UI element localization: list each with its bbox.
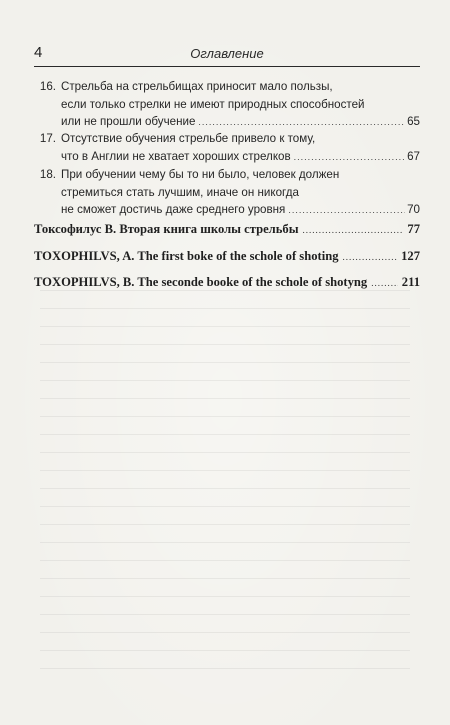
entry-last-line [34,113,420,132]
entry-number: 16. [39,80,56,93]
entry-line: Стрельба на стрельбищах приносит мало пользы, [61,80,333,93]
entry-last-line [34,148,420,167]
entry-page: 70 [407,203,420,216]
toc-entry-16 [34,78,420,132]
entry-line: Отсутствие обучения стрельбе привело к тому, [61,132,316,145]
section-title: TOXOPHILVS, B. The seconde booke of the schole of shotyng [34,275,368,289]
section-page: 211 [401,275,420,289]
show-through-texture [40,290,410,705]
entry-last-line [34,201,420,220]
dot-leader [343,248,398,266]
page-number: 4 [34,44,43,61]
dot-leader [303,221,404,239]
running-head: Оглавление [190,46,264,61]
entry-line: стремиться стать лучшим, иначе он никогда [61,185,299,199]
entry-line: что в Англии не хватает хороших стрелков [61,149,291,163]
entry-number: 17. [39,132,56,145]
section-title: Токсофилус В. Вторая книга школы стрельбы [34,222,299,236]
dot-leader [198,114,405,132]
page-header [34,44,420,67]
section-title: TOXOPHILVS, A. The first boke of the schole of shoting [34,249,339,263]
entry-line: При обучении чему бы то ни было, человек должен [61,168,340,181]
entry-line: или не прошли обучение [61,115,196,128]
toc-entry-17 [34,130,420,166]
toc-entry-18 [34,166,420,220]
entry-number: 18. [39,168,56,181]
toc-section-1 [34,220,420,239]
toc-section-3 [34,273,420,292]
entry-line: не сможет достичь даже среднего уровня [61,203,286,216]
entry-page: 67 [407,149,420,163]
entry-page: 65 [407,115,420,128]
section-page: 127 [401,249,420,263]
section-page: 77 [407,222,420,236]
dot-leader [294,149,405,167]
toc-section-2 [34,247,420,266]
dot-leader [288,202,405,220]
entry-line: если только стрелки не имеют природных способностей [61,97,365,111]
dot-leader [371,274,398,292]
